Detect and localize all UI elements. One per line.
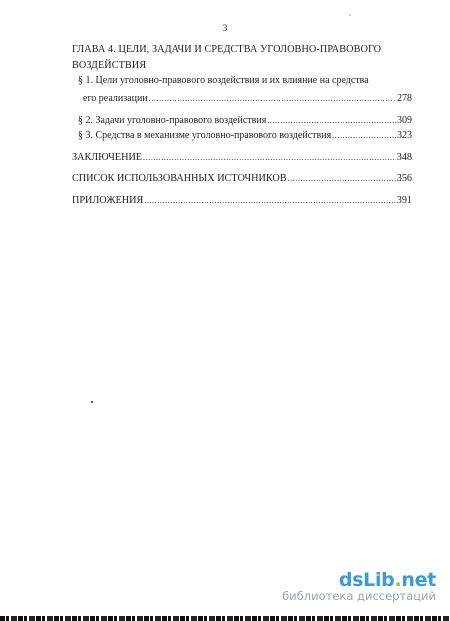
toc-entry-appendix xyxy=(72,195,412,206)
watermark-caption: библиотека диссертаций xyxy=(282,589,436,603)
section-2-page: 309 xyxy=(397,115,412,126)
toc-entry-section-2 xyxy=(78,115,412,126)
dot-leader xyxy=(144,196,395,205)
scan-speck xyxy=(91,401,93,403)
sources-page: 356 xyxy=(396,173,412,184)
conclusion-page: 348 xyxy=(396,152,412,163)
section-1-title-line1: § 1. Цели уголовно-правового воздействия и их влияние на средства xyxy=(78,75,369,86)
section-1-page: 278 xyxy=(397,93,412,104)
dot-leader xyxy=(288,174,396,183)
toc-entry-section-3 xyxy=(78,130,412,141)
logo-dot: . xyxy=(394,569,402,591)
toc-entry-conclusion xyxy=(72,152,412,163)
logo-tld-text: net xyxy=(401,569,436,591)
appendix-page: 391 xyxy=(396,195,412,206)
conclusion-title: ЗАКЛЮЧЕНИЕ xyxy=(72,152,143,163)
dslib-watermark xyxy=(282,569,436,603)
appendix-title: ПРИЛОЖЕНИЯ xyxy=(72,195,144,206)
table-of-contents xyxy=(72,42,412,206)
logo-main-text: dsLib xyxy=(338,569,395,591)
dot-leader xyxy=(149,94,396,103)
section-3-title: § 3. Средства в механизме уголовно-правового воздействия xyxy=(78,130,332,141)
page-number: 3 xyxy=(222,24,228,34)
dot-leader xyxy=(143,153,396,162)
toc-entry-sources xyxy=(72,173,412,184)
scan-edge-strip xyxy=(0,616,450,621)
dot-leader xyxy=(332,131,396,140)
toc-entry-section-1 xyxy=(83,93,412,104)
dslib-logo xyxy=(282,569,436,591)
section-3-page: 323 xyxy=(397,130,412,141)
section-2-title: § 2. Задачи уголовно-правового воздействия xyxy=(78,115,267,126)
sources-title: СПИСОК ИСПОЛЬЗОВАННЫХ ИСТОЧНИКОВ xyxy=(72,173,287,184)
scan-speck xyxy=(349,14,351,16)
section-1-title-line2: его реализации xyxy=(83,93,148,104)
dot-leader xyxy=(267,116,396,125)
chapter-4-title: ГЛАВА 4. ЦЕЛИ, ЗАДАЧИ И СРЕДСТВА УГОЛОВНО-ПРАВОВОГО ВОЗДЕЙСТВИЯ xyxy=(72,44,382,71)
